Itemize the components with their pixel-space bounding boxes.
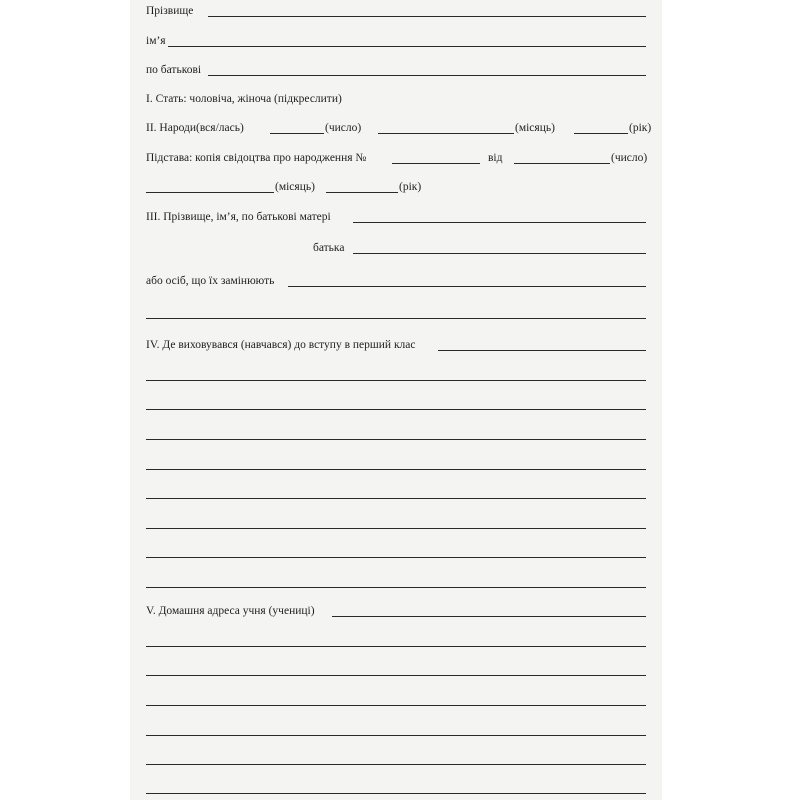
address-label: V. Домашня адреса учня (учениці) — [146, 605, 315, 617]
address-field[interactable] — [332, 616, 646, 617]
preschool-label: IV. Де виховувався (навчався) до вступу в перший клас — [146, 339, 416, 351]
father-label: батька — [313, 242, 345, 254]
basis-row — [146, 151, 646, 167]
certificate-year-caption: (рік) — [399, 181, 422, 193]
name-field[interactable] — [168, 46, 646, 47]
father-row — [146, 241, 646, 257]
surname-label: Прізвище — [146, 5, 194, 17]
guardians-field[interactable] — [288, 286, 646, 287]
birth-day-field[interactable] — [270, 133, 324, 134]
guardians-extra-line[interactable] — [146, 318, 646, 319]
basis-from-label: від — [488, 152, 503, 164]
address-line[interactable] — [146, 705, 646, 706]
address-line[interactable] — [146, 735, 646, 736]
patronymic-label: по батькові — [146, 64, 202, 76]
preschool-line[interactable] — [146, 409, 646, 410]
surname-field[interactable] — [208, 16, 646, 17]
preschool-line[interactable] — [146, 528, 646, 529]
preschool-line[interactable] — [146, 439, 646, 440]
certificate-month-field[interactable] — [146, 192, 274, 193]
preschool-field[interactable] — [438, 350, 646, 351]
name-row — [146, 34, 646, 50]
basis-label: Підстава: копія свідоцтва про народження № — [146, 152, 367, 164]
surname-row — [146, 4, 646, 20]
address-line[interactable] — [146, 646, 646, 647]
guardians-row — [146, 274, 646, 290]
certificate-year-field[interactable] — [326, 192, 398, 193]
mother-row — [146, 210, 646, 226]
birth-row — [146, 121, 652, 137]
name-label: ім’я — [146, 35, 166, 47]
certificate-number-field[interactable] — [392, 163, 480, 164]
mother-label: III. Прізвище, ім’я, по батькові матері — [146, 211, 331, 223]
certificate-day-caption: (число) — [611, 152, 648, 164]
birth-month-field[interactable] — [378, 133, 514, 134]
birth-year-caption: (рік) — [629, 122, 652, 134]
preschool-row — [146, 338, 646, 354]
mother-field[interactable] — [353, 222, 646, 223]
address-line[interactable] — [146, 764, 646, 765]
certificate-day-field[interactable] — [514, 163, 610, 164]
address-row — [146, 604, 646, 620]
basis-date-row — [146, 180, 646, 196]
birth-month-caption: (місяць) — [515, 122, 555, 134]
gender-row — [146, 92, 646, 108]
preschool-line[interactable] — [146, 557, 646, 558]
birth-year-field[interactable] — [574, 133, 628, 134]
address-line[interactable] — [146, 793, 646, 794]
guardians-label: або осіб, що їх замінюють — [146, 275, 275, 287]
preschool-line[interactable] — [146, 587, 646, 588]
birth-day-caption: (число) — [325, 122, 362, 134]
birth-label: II. Народи(вся/лась) — [146, 122, 244, 134]
preschool-line[interactable] — [146, 498, 646, 499]
preschool-line[interactable] — [146, 380, 646, 381]
address-line[interactable] — [146, 675, 646, 676]
father-field[interactable] — [353, 253, 646, 254]
patronymic-row — [146, 63, 646, 79]
preschool-line[interactable] — [146, 469, 646, 470]
form-page — [130, 0, 662, 800]
certificate-month-caption: (місяць) — [275, 181, 315, 193]
gender-label: I. Стать: чоловіча, жіноча (підкреслити) — [146, 93, 342, 105]
patronymic-field[interactable] — [208, 75, 646, 76]
